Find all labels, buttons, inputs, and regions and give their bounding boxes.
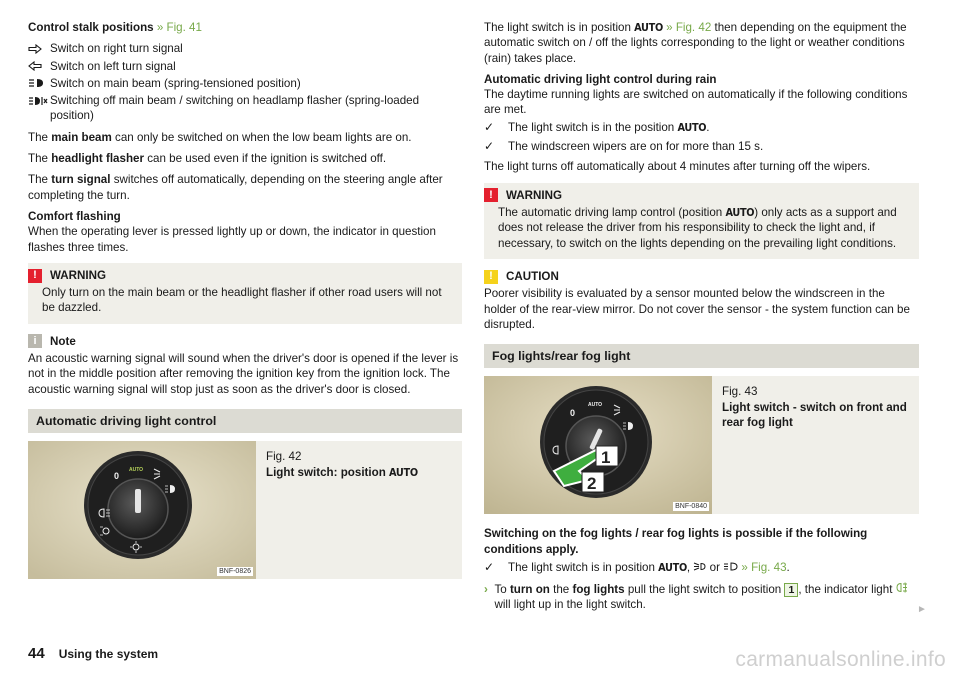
figure-code: BNF-0826: [219, 568, 251, 576]
figure-42: [28, 441, 462, 579]
footer-section: Using the system: [58, 647, 159, 661]
stalk-item: Switching off main beam / switching on headlamp flasher (spring-loaded position): [28, 93, 462, 124]
auto-paragraph: The light switch is in position AUTO » Fig. 42 then depending on the equipment the automatic switch on / off the lights corresponding to the light or weather conditions (rain) takes place.: [484, 21, 907, 65]
condition-item: ✓ The light switch is in position AUTO, or » Fig. 43.: [484, 560, 790, 575]
watermark: carmanualsonline.info: [735, 648, 946, 671]
left-turn-arrow-icon: [28, 59, 50, 74]
turn-off-paragraph: The light turns off automatically about 4 minutes after turning off the wipers.: [484, 160, 871, 174]
page-number: 44: [28, 645, 45, 662]
step-arrow-icon: ›: [484, 582, 488, 596]
position-key: 1: [784, 583, 798, 597]
info-icon: i: [28, 334, 42, 348]
fog-light-icon: [896, 583, 909, 596]
figure-caption: Fig. 42 Light switch: position AUTO: [266, 450, 418, 479]
fig43-link[interactable]: » Fig. 43: [741, 561, 787, 575]
svg-text:AUTO: AUTO: [129, 467, 144, 474]
headlight-icon: [723, 561, 738, 574]
svg-text:1: 1: [601, 448, 611, 468]
fig42-link[interactable]: » Fig. 42: [666, 21, 712, 34]
svg-text:AUTO: AUTO: [588, 402, 603, 409]
figure-code: BNF-0840: [675, 503, 707, 511]
right-turn-arrow-icon: [28, 41, 50, 56]
check-icon: ✓: [484, 560, 495, 575]
caution-icon: !: [484, 270, 498, 284]
left-column: [28, 20, 462, 589]
light-switch-image: [28, 441, 256, 579]
warning-icon: !: [484, 188, 498, 202]
section-heading-fog-lights: Fog lights/rear fog light: [484, 344, 919, 368]
continue-arrow-icon: ►: [917, 604, 927, 615]
caution-title: ! CAUTION: [484, 269, 919, 284]
svg-text:2: 2: [587, 474, 597, 494]
instruction-step: › To turn on the fog lights pull the light switch to position 1 , the indicator light will light up in the light switch.: [484, 582, 919, 613]
caution-text: Poorer visibility is evaluated by a sensor mounted below the windscreen in the holder of the rear-view mirror. Do not cover the sensor - the system function can be disrupted.: [484, 287, 910, 331]
warning-icon: !: [28, 269, 42, 283]
warning-box: ! WARNING Only turn on the main beam or the headlight flasher if other road users will not be dazzled.: [28, 263, 462, 324]
stalk-item: Switch on right turn signal: [28, 41, 462, 56]
fog-conditions-title: Switching on the fog lights / rear fog lights is possible if the following conditions apply.: [484, 527, 868, 556]
svg-text:0: 0: [570, 408, 576, 419]
main-beam-icon: [28, 76, 50, 91]
stalk-item: Switch on left turn signal: [28, 59, 462, 74]
comfort-flashing: Comfort flashing When the operating lever is pressed lightly up or down, the indicator in question flashes three times.: [28, 209, 436, 254]
note-text: An acoustic warning signal will sound when the driver's door is opened if the lever is not in the middle position after removing the ignition key from the ignition lock. The acoustic warning signal will stop just as soon as the driver's door is closed.: [28, 352, 459, 396]
check-icon: ✓: [484, 138, 495, 153]
warning-title: ! WARNING: [28, 268, 454, 283]
warning-box: ! WARNING The automatic driving lamp control (position AUTO) only acts as a support and does not release the driver from his responsibility to check the light and, if necessary, to switch on the lights depending on the prevailing light conditions.: [484, 183, 919, 259]
right-column: [484, 20, 919, 613]
main-beam-off-icon: [28, 93, 50, 108]
main-beam-paragraph: The main beam can only be switched on when the low beam lights are on.: [28, 130, 412, 144]
note-title: i Note: [28, 334, 462, 349]
turn-signal-paragraph: The turn signal switches off automatically, depending on the steering angle after completing the turn.: [28, 173, 443, 202]
rain-control: Automatic driving light control during rain The daytime running lights are switched on automatically if the following conditions are met.: [484, 72, 908, 117]
page-footer: [28, 644, 158, 664]
svg-text:0: 0: [114, 471, 120, 482]
check-icon: ✓: [484, 119, 495, 134]
condition-item: ✓ The light switch is in the position AUTO.: [484, 119, 710, 134]
figure-43: [484, 376, 919, 514]
warning-title: ! WARNING: [484, 188, 911, 203]
condition-item: ✓ The windscreen wipers are on for more than 15 s.: [484, 138, 764, 153]
stalk-item: Switch on main beam (spring-tensioned position): [28, 76, 462, 91]
section-heading-auto-light: Automatic driving light control: [28, 409, 462, 433]
figure-caption: Fig. 43 Light switch - switch on front and rear fog light: [722, 385, 907, 430]
low-beam-icon: [693, 561, 706, 574]
flasher-paragraph: The headlight flasher can be used even if the ignition is switched off.: [28, 152, 387, 166]
fog-light-switch-image: [484, 376, 712, 514]
fig41-link[interactable]: » Fig. 41: [156, 21, 202, 34]
stalk-heading: Control stalk positions » Fig. 41: [28, 21, 202, 34]
